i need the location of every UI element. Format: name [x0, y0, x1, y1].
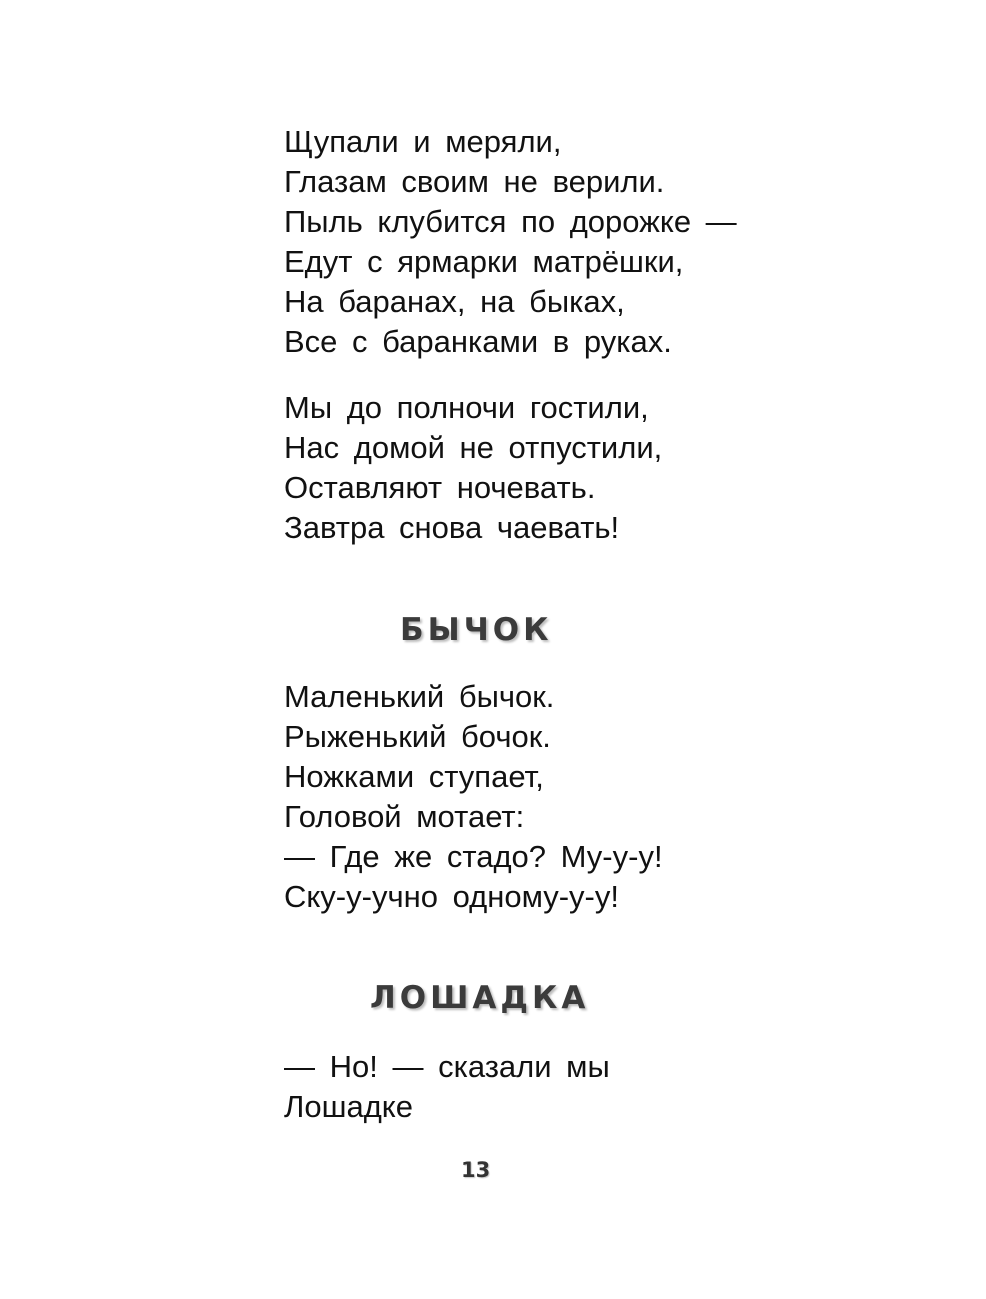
- verse-line: Мы до полночи гостили,: [284, 390, 649, 425]
- verse-line: На баранах, на быках,: [284, 284, 625, 319]
- verse-line: — Но! — сказали мы: [284, 1049, 610, 1084]
- verse-line: Щупали и меряли,: [284, 124, 562, 159]
- verse-line: Едут с ярмарки матрёшки,: [284, 244, 684, 279]
- poem-title-bychok: БЫЧОК: [400, 612, 553, 648]
- verse-line: Головой мотает:: [284, 799, 525, 834]
- stanza-1: [284, 122, 737, 362]
- poem-title-loshadka: ЛОШАДКА: [370, 980, 590, 1016]
- verse-line: Пыль клубится по дорожке —: [284, 204, 737, 239]
- verse-line: Завтра снова чаевать!: [284, 510, 620, 545]
- verse-line: — Где же стадо? Му-у-у!: [284, 839, 663, 874]
- poem-bychok-stanza: [284, 677, 663, 917]
- verse-line: Рыженький бочок.: [284, 719, 551, 754]
- verse-line: Ску-у-учно одному-у-у!: [284, 879, 619, 914]
- verse-line: Нас домой не отпустили,: [284, 430, 663, 465]
- verse-line: Глазам своим не верили.: [284, 164, 665, 199]
- stanza-2: [284, 388, 662, 548]
- page-number: 13: [461, 1158, 491, 1182]
- poem-loshadka-stanza: [284, 1047, 610, 1127]
- verse-line: Ножками ступает,: [284, 759, 544, 794]
- verse-line: Все с баранками в руках.: [284, 324, 672, 359]
- verse-line: Оставляют ночевать.: [284, 470, 596, 505]
- verse-line: Маленький бычок.: [284, 679, 555, 714]
- verse-line: Лошадке: [284, 1089, 413, 1124]
